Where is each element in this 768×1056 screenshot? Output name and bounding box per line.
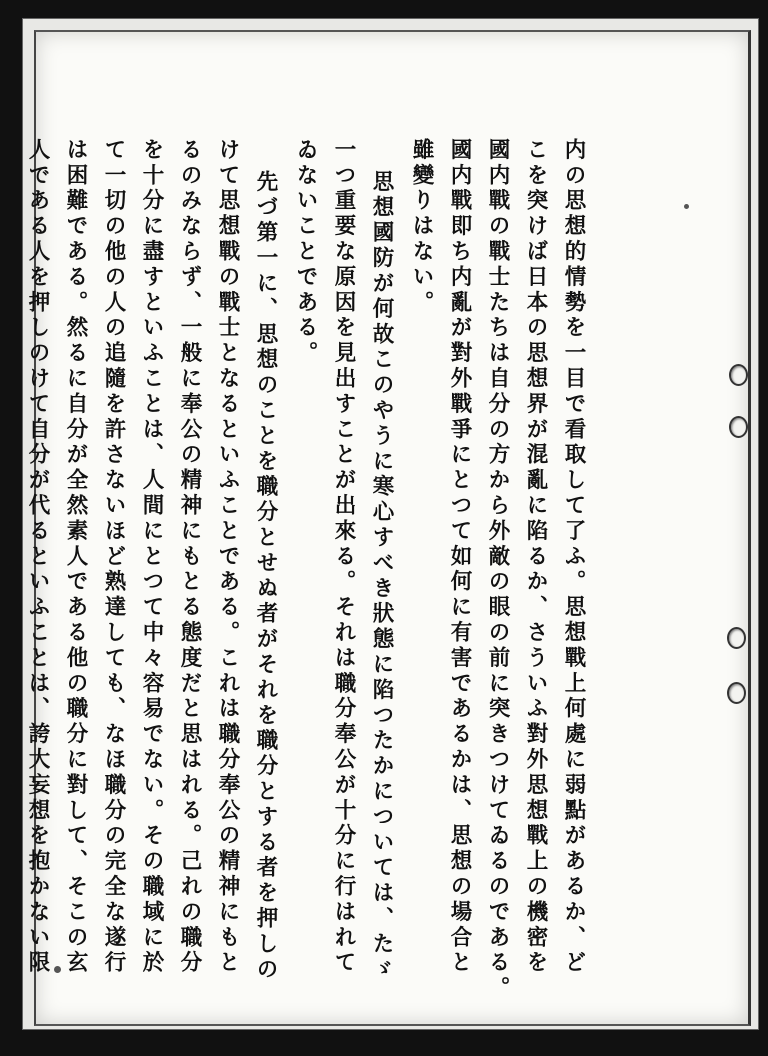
text-line-7: 一つ重要な原因を見出すことが出來る。それは職分奉公が十分に行はれて	[331, 138, 356, 977]
text-line-12: を十分に盡すといふことは、人間にとつて中々容易でない。その職域に於	[139, 138, 164, 977]
text-line-3: 國内戰の戰士たちは自分の方から外敵の眼の前に突きつけてゐるのである。	[485, 138, 510, 1002]
text-line-15: 人である人を押しのけて自分が代るといふことは、誇大妄想を抱かない限	[25, 138, 50, 977]
text-line-10: けて思想戰の戰士となるといふことである。これは職分奉公の精神にもと	[215, 138, 240, 977]
scan-speck	[684, 204, 689, 209]
binding-hole-icon	[727, 627, 746, 649]
binding-hole-icon	[729, 416, 748, 438]
text-line-14: は困難である。然るに自分が全然素人である他の職分に對して、そこの玄	[63, 138, 88, 977]
text-line-9: 先づ第一に、思想のことを職分とせぬ者がそれを職分とする者を押しの	[253, 170, 278, 983]
binding-hole-icon	[727, 682, 746, 704]
text-line-1: 内の思想的情勢を一目で看取して了ふ。思想戰上何處に弱點があるか、ど	[561, 138, 586, 977]
binding-hole-icon	[729, 364, 748, 386]
text-line-2: こを突けば日本の思想界が混亂に陷るか、さういふ對外思想戰上の機密を	[523, 138, 548, 977]
text-line-8: ゐないことである。	[293, 138, 318, 367]
text-line-5: 雖變りはない。	[409, 138, 434, 316]
text-line-11: るのみならず、一般に奉公の精神にもとる態度だと思はれる。己れの職分	[177, 138, 202, 977]
text-line-13: て一切の他の人の追隨を許さないほど熟達しても、なほ職分の完全な遂行	[101, 138, 126, 977]
text-line-4: 國内戰即ち内亂が對外戰爭にとつて如何に有害であるかは、思想の場合と	[447, 138, 472, 977]
text-line-6: 思想國防が何故このやうに寒心すべき狀態に陷つたかについては、たゞ	[369, 170, 394, 983]
